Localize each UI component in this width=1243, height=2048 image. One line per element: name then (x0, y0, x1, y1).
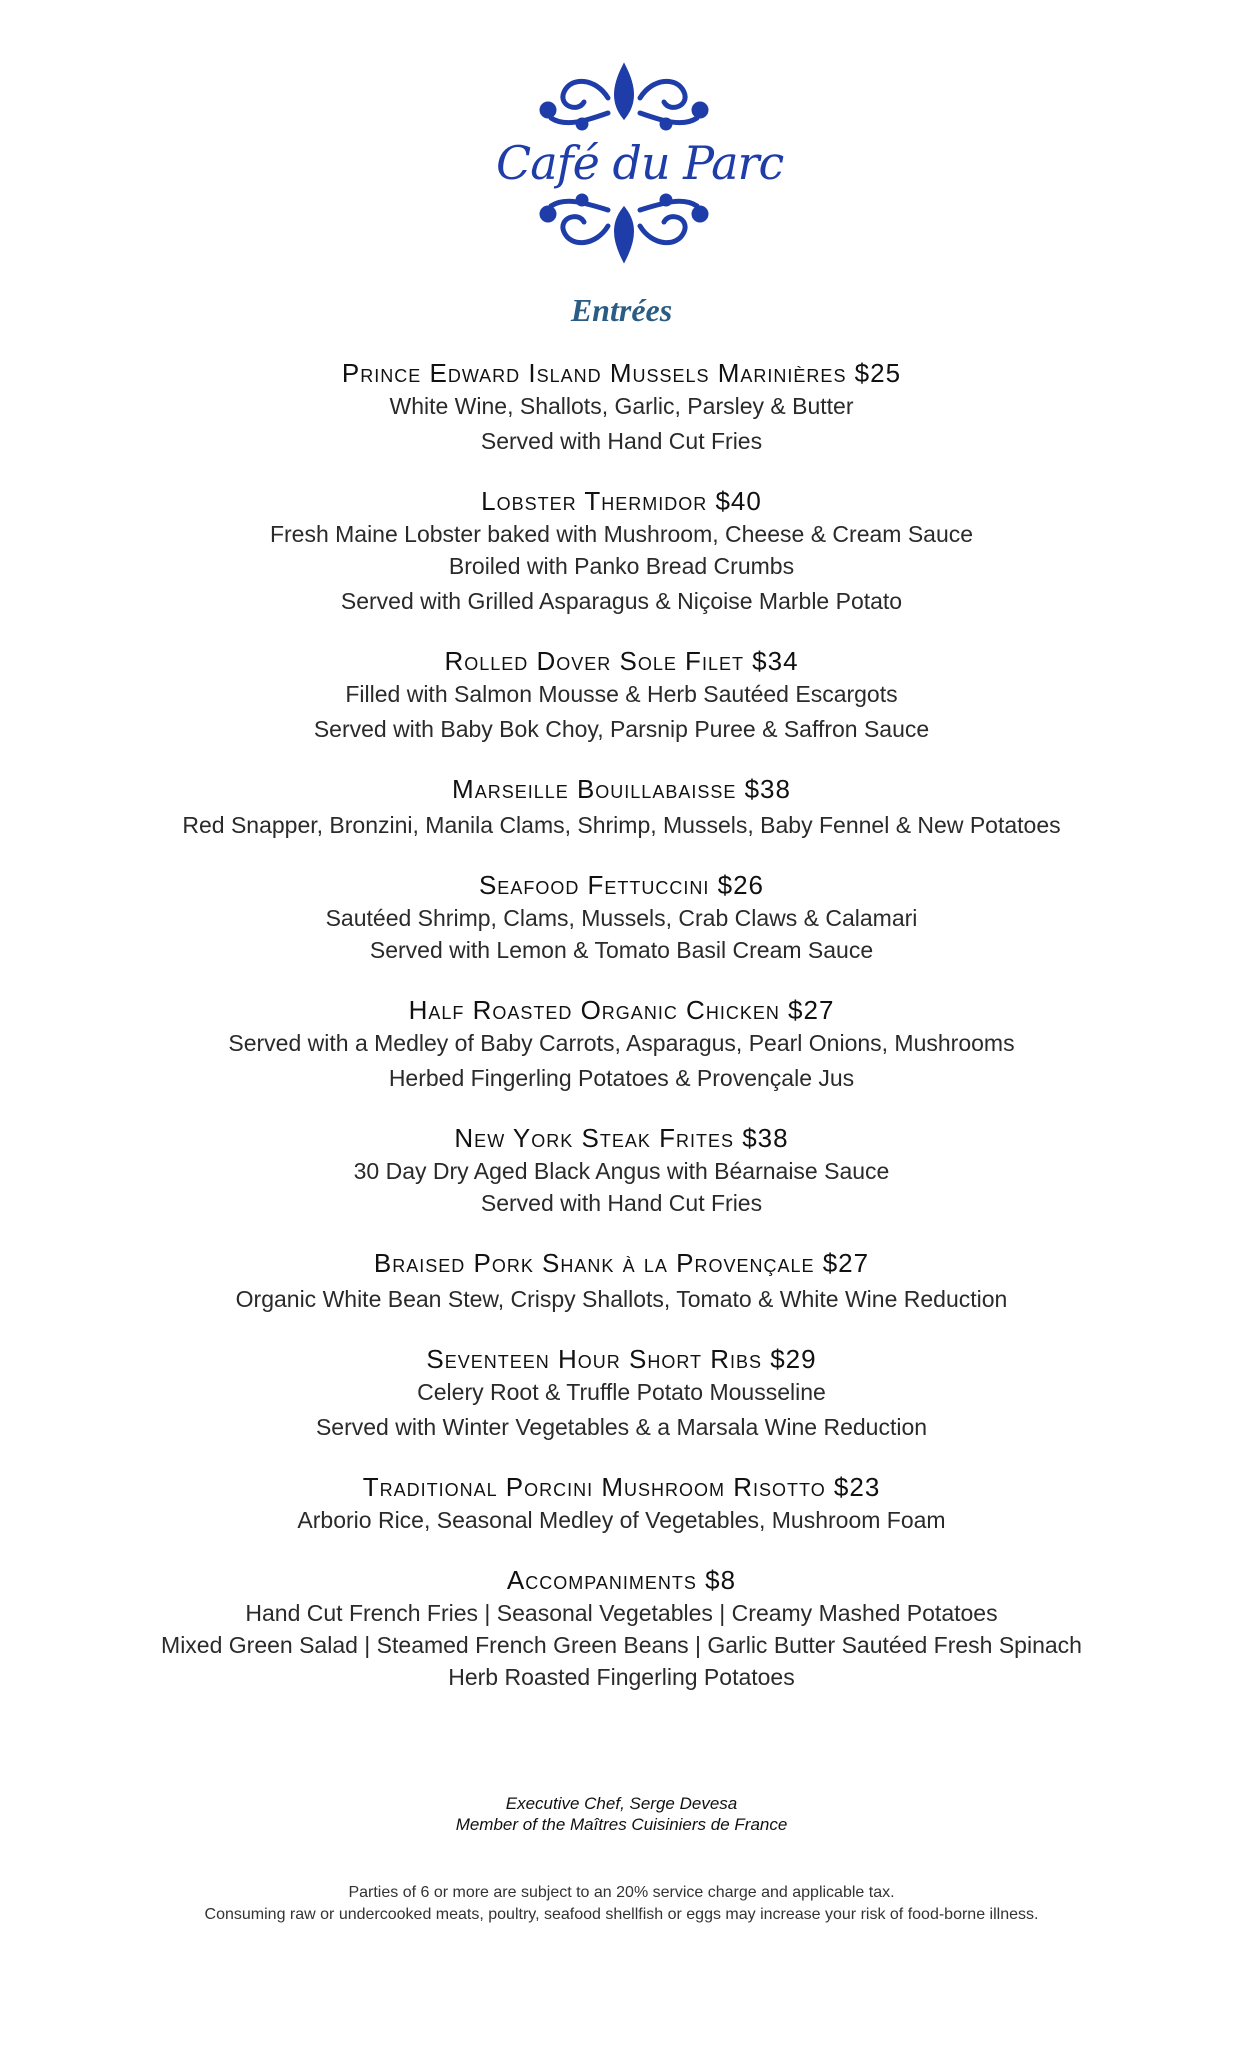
menu-item-description: Mixed Green Salad | Steamed French Green Beans | Garlic Butter Sautéed Fresh Spinach (161, 1632, 1082, 1658)
menu-item (0, 772, 1243, 841)
menu-item-description: Served with a Medley of Baby Carrots, Asparagus, Pearl Onions, Mushrooms (228, 1030, 1015, 1056)
menu-item-description: Hand Cut French Fries | Seasonal Vegetables | Creamy Mashed Potatoes (245, 1600, 998, 1626)
menu-item-description: Celery Root & Truffle Potato Mousseline (417, 1379, 826, 1405)
menu-item (0, 1246, 1243, 1315)
menu-item (0, 1342, 1243, 1443)
menu-item-description: Sautéed Shrimp, Clams, Mussels, Crab Claws & Calamari (325, 905, 918, 931)
logo-wordmark: Café du Parc (496, 136, 784, 190)
menu-item-title: Accompaniments $8 (506, 1565, 737, 1595)
menu-item (0, 356, 1243, 457)
footer-notice (0, 1882, 1243, 1926)
menu-item-title: Lobster Thermidor $40 (481, 486, 762, 516)
menu-item-title: Braised Pork Shank à la Provençale $27 (373, 1248, 870, 1278)
menu-item-title: Traditional Porcini Mushroom Risotto $23 (362, 1472, 881, 1502)
menu-item-description: Served with Baby Bok Choy, Parsnip Puree & Saffron Sauce (313, 716, 930, 742)
menu-item-title: New York Steak Frites $38 (454, 1123, 789, 1153)
menu-item-description: Served with Hand Cut Fries (480, 1190, 763, 1216)
menu-item-description: Served with Hand Cut Fries (480, 428, 763, 454)
menu-item-title: Prince Edward Island Mussels Marinières $25 (341, 358, 902, 388)
menu-item-description: Arborio Rice, Seasonal Medley of Vegetables, Mushroom Foam (297, 1507, 946, 1533)
menu-item-description: Served with Winter Vegetables & a Marsala Wine Reduction (315, 1414, 928, 1440)
menu-item-description: Broiled with Panko Bread Crumbs (448, 553, 795, 579)
section-title: Entrées (570, 292, 673, 328)
menu-item-title: Rolled Dover Sole Filet $34 (444, 646, 799, 676)
menu-item (0, 1121, 1243, 1219)
menu-item-title: Seafood Fettuccini $26 (478, 870, 765, 900)
menu-item-description: White Wine, Shallots, Garlic, Parsley & Butter (389, 393, 854, 419)
menu-item-description: Fresh Maine Lobster baked with Mushroom, Cheese & Cream Sauce (269, 521, 974, 547)
menu-item-description: Served with Lemon & Tomato Basil Cream Sauce (369, 937, 874, 963)
menu-item (0, 993, 1243, 1094)
menu-item-title: Seventeen Hour Short Ribs $29 (426, 1344, 817, 1374)
menu-item-title: Half Roasted Organic Chicken $27 (408, 995, 835, 1025)
menu-item (0, 868, 1243, 966)
menu-item-description: Served with Grilled Asparagus & Niçoise Marble Potato (340, 588, 903, 614)
service-charge-notice: Parties of 6 or more are subject to an 20% service charge and applicable tax. (348, 1884, 895, 1901)
cafe-logo (496, 58, 784, 268)
menu-item-description: Organic White Bean Stew, Crispy Shallots, Tomato & White Wine Reduction (235, 1286, 1008, 1312)
chef-credit (0, 1793, 1243, 1835)
menu-item-title: Marseille Bouillabaisse $38 (452, 774, 791, 804)
chef-membership: Member of the Maîtres Cuisiniers de France (455, 1815, 788, 1834)
menu-item (0, 1470, 1243, 1536)
menu-item (0, 644, 1243, 745)
food-safety-notice: Consuming raw or undercooked meats, poultry, seafood shellfish or eggs may increase your risk of food-borne illness. (204, 1906, 1039, 1923)
menu-item-description: Filled with Salmon Mousse & Herb Sautéed Escargots (345, 681, 898, 707)
menu-item-accompaniments (0, 1563, 1243, 1693)
menu-item (0, 484, 1243, 617)
menu-list (0, 356, 1243, 1720)
menu-item-description: Red Snapper, Bronzini, Manila Clams, Shrimp, Mussels, Baby Fennel & New Potatoes (182, 812, 1061, 838)
menu-item-description: Herb Roasted Fingerling Potatoes (448, 1664, 795, 1690)
menu-item-description: Herbed Fingerling Potatoes & Provençale Jus (388, 1065, 855, 1091)
chef-name: Executive Chef, Serge Devesa (505, 1794, 738, 1813)
menu-item-description: 30 Day Dry Aged Black Angus with Béarnaise Sauce (353, 1158, 890, 1184)
